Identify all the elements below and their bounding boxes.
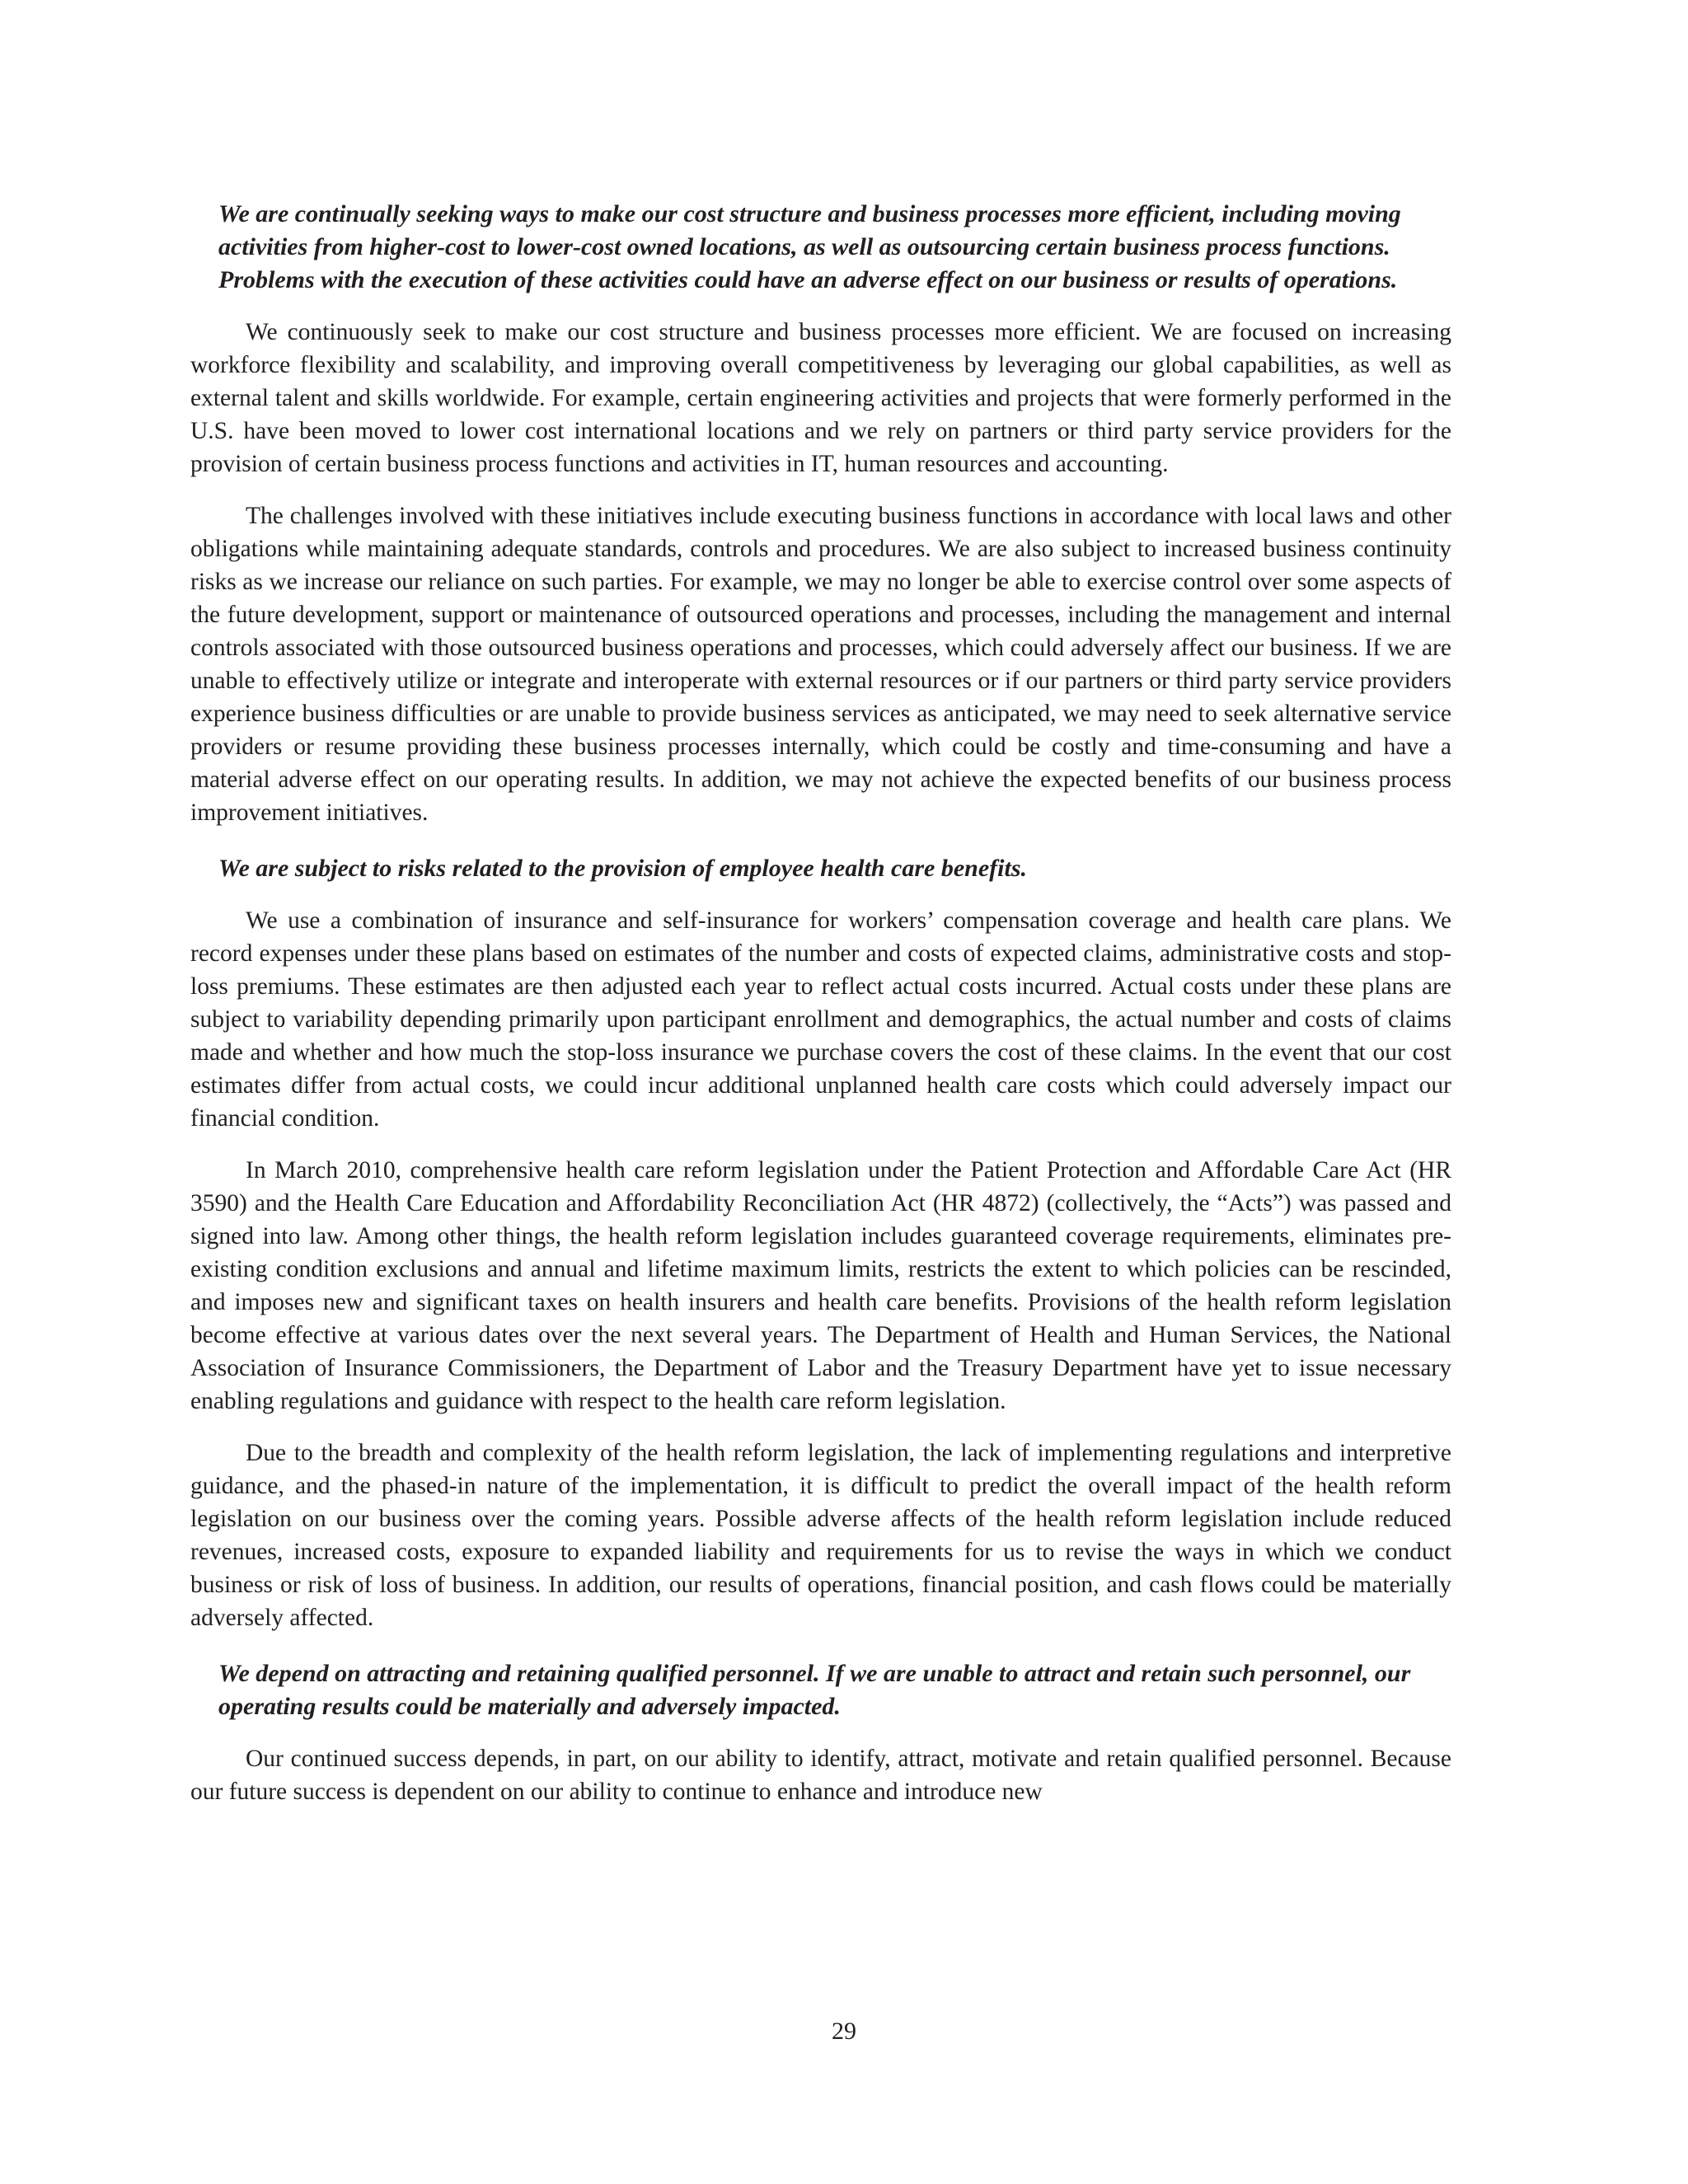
body-paragraph: Our continued success depends, in part, on our ability to identify, attract, motivate and retain qualified personnel. Because our future success is dependent on our ability to continue to enhance and introduce new — [190, 1746, 1451, 1805]
risk-heading: We are subject to risks related to the provision of employee health care benefits. — [218, 855, 1028, 882]
body-paragraph: We use a combination of insurance and self-insurance for workers’ compensation coverage and health care plans. We record expenses under these plans based on estimates of the number and costs of expected claims, administrative costs and stop-loss premiums. These estimates are then adjusted each year to reflect actual costs incurred. Actual costs under these plans are subject to variability depending primarily upon participant enrollment and demographics, the actual number and costs of claims made and whether and how much the stop-loss insurance we purchase covers the cost of these claims. In the event that our cost estimates differ from actual costs, we could incur additional unplanned health care costs which could adversely impact our financial condition. — [190, 907, 1451, 1132]
body-paragraph: In March 2010, comprehensive health care reform legislation under the Patient Protection and Affordable Care Act (HR 3590) and the Health Care Education and Affordability Reconciliation Act (HR 4872) (collectively, the “Acts”) was passed and signed into law. Among other things, the health reform legislation includes guaranteed coverage requirements, eliminates pre-existing condition exclusions and annual and lifetime maximum limits, restricts the extent to which policies can be rescinded, and imposes new and significant taxes on health insurers and health care benefits. Provisions of the health reform legislation become effective at various dates over the next several years. The Department of Health and Human Services, the National Association of Insurance Commissioners, the Department of Labor and the Treasury Department have yet to issue necessary enabling regulations and guidance with respect to the health care reform legislation. — [190, 1157, 1451, 1414]
risk-heading: We are continually seeking ways to make our cost structure and business processes more efficient, including moving activities from higher-cost to lower-cost owned locations, as well as outsourcing certain business process functions. Problems with the execution of these activities could have an adverse effect on our business or results of operations. — [218, 200, 1401, 293]
body-paragraph: We continuously seek to make our cost structure and business processes more efficient. We are focused on increasing workforce flexibility and scalability, and improving overall competitiveness by leveraging our global capabilities, as well as external talent and skills worldwide. For example, certain engineering activities and projects that were formerly performed in the U.S. have been moved to lower cost international locations and we rely on partners or third party service providers for the provision of certain business process functions and activities in IT, human resources and accounting. — [190, 319, 1451, 477]
section-personnel — [190, 1657, 1451, 1808]
section-health-care — [190, 852, 1451, 1634]
page-number: 29 — [832, 2018, 856, 2045]
risk-heading: We depend on attracting and retaining qualified personnel. If we are unable to attract and retain such personnel, our operating results could be materially and adversely impacted. — [218, 1660, 1411, 1720]
document-page — [190, 198, 1451, 1827]
body-paragraph: The challenges involved with these initiatives include executing business functions in accordance with local laws and other obligations while maintaining adequate standards, controls and procedures. We are also subject to increased business continuity risks as we increase our reliance on such parties. For example, we may no longer be able to exercise control over some aspects of the future development, support or maintenance of outsourced operations and processes, including the management and internal controls associated with those outsourced business operations and processes, which could adversely affect our business. If we are unable to effectively utilize or integrate and interoperate with external resources or if our partners or third party service providers experience business difficulties or are unable to provide business services as anticipated, we may need to seek alternative service providers or resume providing these business processes internally, which could be costly and time-consuming and have a material adverse effect on our operating results. In addition, we may not achieve the expected benefits of our business process improvement initiatives. — [190, 503, 1451, 826]
body-paragraph: Due to the breadth and complexity of the health reform legislation, the lack of implementing regulations and interpretive guidance, and the phased-in nature of the implementation, it is difficult to predict the overall impact of the health reform legislation on our business over the coming years. Possible adverse affects of the health reform legislation include reduced revenues, increased costs, exposure to expanded liability and requirements for us to revise the ways in which we conduct business or risk of loss of business. In addition, our results of operations, financial position, and cash flows could be materially adversely affected. — [190, 1440, 1451, 1631]
section-cost-structure — [190, 198, 1451, 829]
